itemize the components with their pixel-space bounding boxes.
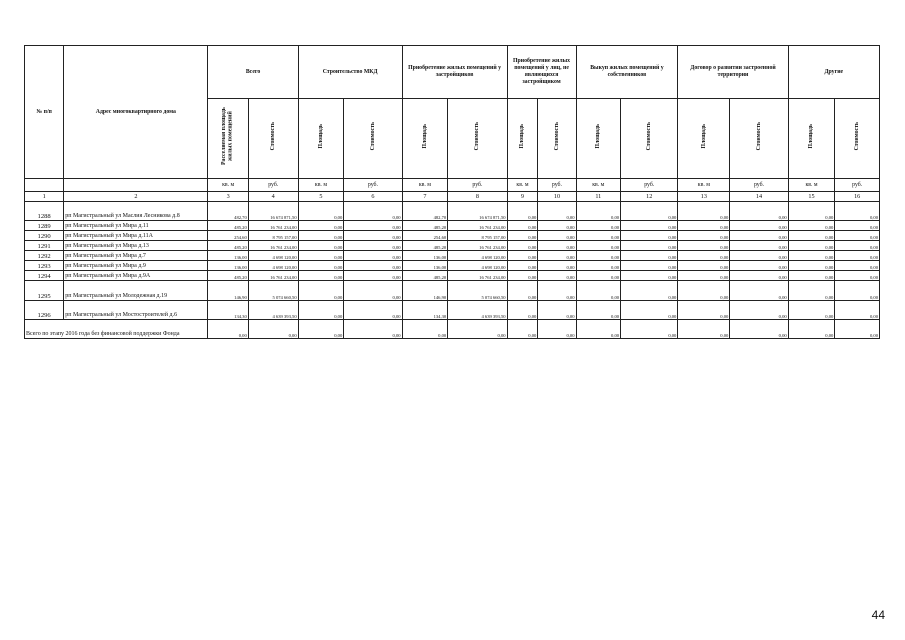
row-value: 482,70 bbox=[402, 202, 448, 221]
column-number: 8 bbox=[448, 192, 507, 202]
row-value: 0,00 bbox=[298, 221, 344, 231]
row-number: 1288 bbox=[25, 202, 64, 221]
total-value: 0,00 bbox=[507, 320, 538, 339]
total-value: 0,00 bbox=[835, 320, 880, 339]
row-value: 16 674 871,50 bbox=[248, 202, 298, 221]
row-value: 0,00 bbox=[730, 271, 788, 281]
row-value: 0,00 bbox=[730, 241, 788, 251]
row-value: 0,00 bbox=[344, 221, 402, 231]
total-value: 0,00 bbox=[538, 320, 576, 339]
total-value: 0,00 bbox=[208, 320, 248, 339]
row-number: 1291 bbox=[25, 241, 64, 251]
row-value: 16 761 234,00 bbox=[448, 271, 507, 281]
row-value: 0,00 bbox=[507, 231, 538, 241]
subhead-cost: Стоимость bbox=[448, 99, 507, 179]
row-value: 0,00 bbox=[576, 251, 621, 261]
group-purchase-non-developers-header: Приобретение жилых помещений у лиц, не являющихся застройщиком bbox=[507, 46, 576, 99]
row-value: 0,00 bbox=[835, 271, 880, 281]
page-number: 44 bbox=[871, 608, 885, 622]
row-address: рп Магистральный ул Мира д.11 bbox=[64, 221, 208, 231]
total-value: 0,00 bbox=[678, 320, 730, 339]
total-value: 0,00 bbox=[248, 320, 298, 339]
column-number: 5 bbox=[298, 192, 344, 202]
subhead-cost: Стоимость bbox=[730, 99, 788, 179]
row-value: 146,90 bbox=[208, 281, 248, 301]
unit-sqm: кв. м bbox=[678, 179, 730, 192]
total-label: Всего по этапу 2016 года без финансовой поддержки Фонда bbox=[25, 320, 208, 339]
row-value: 0,00 bbox=[298, 231, 344, 241]
row-number: 1292 bbox=[25, 251, 64, 261]
row-value: 0,00 bbox=[835, 202, 880, 221]
row-value: 0,00 bbox=[730, 281, 788, 301]
row-value: 0,00 bbox=[344, 241, 402, 251]
total-value: 0,00 bbox=[621, 320, 678, 339]
row-value: 0,00 bbox=[538, 261, 576, 271]
row-address: рп Магистральный ул Мира д.13 bbox=[64, 241, 208, 251]
column-number: 1 bbox=[25, 192, 64, 202]
row-value: 0,00 bbox=[678, 271, 730, 281]
row-value: 0,00 bbox=[576, 281, 621, 301]
column-number: 4 bbox=[248, 192, 298, 202]
row-value: 485,20 bbox=[208, 271, 248, 281]
row-address: рп Магистральный ул Молодежная д.19 bbox=[64, 281, 208, 301]
row-value: 0,00 bbox=[835, 281, 880, 301]
group-buyout-owners-header: Выкуп жилых помещений у собственников bbox=[576, 46, 678, 99]
row-value: 482,70 bbox=[208, 202, 248, 221]
row-value: 0,00 bbox=[835, 231, 880, 241]
row-value: 0,00 bbox=[538, 281, 576, 301]
row-value: 0,00 bbox=[298, 261, 344, 271]
col-address-header: Адрес многоквартирного дома bbox=[64, 46, 208, 179]
row-value: 0,00 bbox=[621, 221, 678, 231]
row-value: 0,00 bbox=[576, 241, 621, 251]
subhead-area: Площадь bbox=[576, 99, 621, 179]
total-value: 0,00 bbox=[576, 320, 621, 339]
row-value: 0,00 bbox=[538, 221, 576, 231]
row-value: 4 698 120,00 bbox=[448, 261, 507, 271]
unit-sqm: кв. м bbox=[402, 179, 448, 192]
unit-rub: руб. bbox=[448, 179, 507, 192]
row-value: 0,00 bbox=[538, 231, 576, 241]
row-number: 1295 bbox=[25, 281, 64, 301]
row-value: 0,00 bbox=[298, 281, 344, 301]
row-value: 0,00 bbox=[678, 251, 730, 261]
row-value: 485,20 bbox=[402, 221, 448, 231]
row-value: 0,00 bbox=[344, 281, 402, 301]
row-value: 0,00 bbox=[298, 271, 344, 281]
row-value: 4 698 120,00 bbox=[248, 251, 298, 261]
group-construction-header: Строительство МКД bbox=[298, 46, 402, 99]
row-number: 1293 bbox=[25, 261, 64, 271]
row-value: 0,00 bbox=[835, 301, 880, 320]
row-value: 136,00 bbox=[208, 251, 248, 261]
table-row bbox=[25, 251, 880, 261]
row-value: 5 074 660,50 bbox=[248, 281, 298, 301]
row-value: 0,00 bbox=[788, 261, 835, 271]
row-value: 0,00 bbox=[507, 251, 538, 261]
unit-sqm: кв. м bbox=[507, 179, 538, 192]
row-address: рп Магистральный ул Мира д.9 bbox=[64, 261, 208, 271]
row-value: 0,00 bbox=[576, 301, 621, 320]
column-number: 6 bbox=[344, 192, 402, 202]
row-value: 0,00 bbox=[678, 241, 730, 251]
unit-rub: руб. bbox=[344, 179, 402, 192]
row-value: 0,00 bbox=[538, 301, 576, 320]
row-value: 0,00 bbox=[788, 241, 835, 251]
resettlement-table bbox=[24, 45, 880, 339]
row-value: 0,00 bbox=[678, 202, 730, 221]
group-header-row bbox=[25, 46, 880, 99]
table-row bbox=[25, 202, 880, 221]
row-value: 0,00 bbox=[344, 202, 402, 221]
unit-rub: руб. bbox=[538, 179, 576, 192]
row-value: 136,00 bbox=[208, 261, 248, 271]
row-value: 4 639 393,50 bbox=[248, 301, 298, 320]
row-value: 0,00 bbox=[730, 251, 788, 261]
row-value: 0,00 bbox=[621, 301, 678, 320]
column-number: 14 bbox=[730, 192, 788, 202]
unit-sqm: кв. м bbox=[298, 179, 344, 192]
total-value: 0,00 bbox=[298, 320, 344, 339]
row-value: 146,90 bbox=[402, 281, 448, 301]
row-value: 0,00 bbox=[835, 261, 880, 271]
row-value: 16 761 234,00 bbox=[448, 221, 507, 231]
subhead-cost: Стоимость bbox=[248, 99, 298, 179]
row-address: рп Магистральный ул Маслия Лесникова д.8 bbox=[64, 202, 208, 221]
subhead-cost: Стоимость bbox=[835, 99, 880, 179]
row-value: 0,00 bbox=[730, 221, 788, 231]
row-value: 0,00 bbox=[344, 231, 402, 241]
row-value: 0,00 bbox=[507, 261, 538, 271]
row-value: 0,00 bbox=[344, 301, 402, 320]
row-number: 1289 bbox=[25, 221, 64, 231]
row-value: 485,20 bbox=[208, 221, 248, 231]
row-value: 16 761 234,00 bbox=[248, 241, 298, 251]
row-value: 0,00 bbox=[678, 231, 730, 241]
row-address: рп Магистральный ул Мира д.9А bbox=[64, 271, 208, 281]
subhead-area: Площадь bbox=[788, 99, 835, 179]
row-value: 0,00 bbox=[507, 271, 538, 281]
row-value: 4 698 120,00 bbox=[448, 251, 507, 261]
total-row bbox=[25, 320, 880, 339]
unit-sqm: кв. м bbox=[576, 179, 621, 192]
units-empty bbox=[64, 179, 208, 192]
row-value: 0,00 bbox=[788, 281, 835, 301]
unit-rub: руб. bbox=[835, 179, 880, 192]
row-value: 136,00 bbox=[402, 251, 448, 261]
subhead-cost: Стоимость bbox=[538, 99, 576, 179]
table-row bbox=[25, 241, 880, 251]
total-value: 0,00 bbox=[730, 320, 788, 339]
row-value: 0,00 bbox=[576, 261, 621, 271]
group-territory-development-header: Договор о развитии застроенной территории bbox=[678, 46, 788, 99]
column-number: 12 bbox=[621, 192, 678, 202]
row-value: 0,00 bbox=[298, 301, 344, 320]
row-value: 0,00 bbox=[678, 301, 730, 320]
column-number: 2 bbox=[64, 192, 208, 202]
row-value: 485,20 bbox=[402, 241, 448, 251]
unit-sqm: кв. м bbox=[208, 179, 248, 192]
row-value: 16 761 234,00 bbox=[248, 271, 298, 281]
units-empty bbox=[25, 179, 64, 192]
row-value: 5 074 660,50 bbox=[448, 281, 507, 301]
row-address: рп Магистральный ул Мира д.7 bbox=[64, 251, 208, 261]
column-number: 11 bbox=[576, 192, 621, 202]
row-value: 0,00 bbox=[507, 241, 538, 251]
row-number: 1296 bbox=[25, 301, 64, 320]
total-value: 0,00 bbox=[448, 320, 507, 339]
column-number: 10 bbox=[538, 192, 576, 202]
table-row bbox=[25, 281, 880, 301]
row-value: 0,00 bbox=[788, 231, 835, 241]
row-value: 0,00 bbox=[730, 231, 788, 241]
row-value: 8 795 157,00 bbox=[248, 231, 298, 241]
row-value: 0,00 bbox=[507, 202, 538, 221]
row-value: 0,00 bbox=[507, 221, 538, 231]
row-value: 0,00 bbox=[344, 261, 402, 271]
row-value: 254,60 bbox=[208, 231, 248, 241]
row-address: рп Магистральный ул Мира д.11А bbox=[64, 231, 208, 241]
table-row bbox=[25, 301, 880, 320]
total-value: 0,00 bbox=[788, 320, 835, 339]
row-value: 4 639 393,50 bbox=[448, 301, 507, 320]
row-value: 0,00 bbox=[730, 202, 788, 221]
row-value: 0,00 bbox=[344, 251, 402, 261]
unit-rub: руб. bbox=[248, 179, 298, 192]
row-value: 0,00 bbox=[507, 301, 538, 320]
subhead-cost: Стоимость bbox=[621, 99, 678, 179]
row-value: 0,00 bbox=[788, 301, 835, 320]
row-value: 16 674 871,50 bbox=[448, 202, 507, 221]
row-value: 0,00 bbox=[507, 281, 538, 301]
row-value: 0,00 bbox=[730, 301, 788, 320]
row-value: 16 761 234,00 bbox=[448, 241, 507, 251]
group-purchase-developers-header: Приобретение жилых помещений у застройщиков bbox=[402, 46, 507, 99]
row-value: 0,00 bbox=[621, 281, 678, 301]
column-number: 13 bbox=[678, 192, 730, 202]
subhead-resettled-area: Расселяемая площадь жилых помещений bbox=[208, 99, 248, 179]
row-value: 0,00 bbox=[621, 202, 678, 221]
row-value: 0,00 bbox=[538, 241, 576, 251]
unit-sqm: кв. м bbox=[788, 179, 835, 192]
row-value: 0,00 bbox=[835, 241, 880, 251]
row-number: 1294 bbox=[25, 271, 64, 281]
table-body bbox=[25, 202, 880, 339]
row-address: рп Магистральный ул Мостостроителей д.6 bbox=[64, 301, 208, 320]
row-value: 0,00 bbox=[621, 271, 678, 281]
row-value: 0,00 bbox=[730, 261, 788, 271]
unit-rub: руб. bbox=[621, 179, 678, 192]
group-total-header: Всего bbox=[208, 46, 298, 99]
row-value: 16 761 234,00 bbox=[248, 221, 298, 231]
row-number: 1290 bbox=[25, 231, 64, 241]
row-value: 0,00 bbox=[576, 231, 621, 241]
total-value: 0,00 bbox=[344, 320, 402, 339]
row-value: 0,00 bbox=[298, 241, 344, 251]
row-value: 0,00 bbox=[621, 241, 678, 251]
row-value: 0,00 bbox=[538, 271, 576, 281]
table-row bbox=[25, 271, 880, 281]
row-value: 0,00 bbox=[538, 202, 576, 221]
row-value: 0,00 bbox=[788, 271, 835, 281]
row-value: 0,00 bbox=[576, 271, 621, 281]
row-value: 134,30 bbox=[402, 301, 448, 320]
row-value: 0,00 bbox=[835, 251, 880, 261]
group-other-header: Другие bbox=[788, 46, 879, 99]
row-value: 0,00 bbox=[678, 261, 730, 271]
row-value: 0,00 bbox=[538, 251, 576, 261]
row-value: 0,00 bbox=[678, 281, 730, 301]
row-value: 0,00 bbox=[298, 251, 344, 261]
row-value: 0,00 bbox=[678, 221, 730, 231]
row-value: 254,60 bbox=[402, 231, 448, 241]
row-value: 0,00 bbox=[621, 251, 678, 261]
units-row bbox=[25, 179, 880, 192]
row-value: 0,00 bbox=[788, 221, 835, 231]
row-value: 0,00 bbox=[576, 221, 621, 231]
column-numbers-row bbox=[25, 192, 880, 202]
table-row bbox=[25, 261, 880, 271]
column-number: 15 bbox=[788, 192, 835, 202]
row-value: 136,00 bbox=[402, 261, 448, 271]
subhead-area: Площадь bbox=[298, 99, 344, 179]
row-value: 8 795 157,00 bbox=[448, 231, 507, 241]
subhead-area: Площадь bbox=[507, 99, 538, 179]
row-value: 0,00 bbox=[788, 251, 835, 261]
row-value: 0,00 bbox=[788, 202, 835, 221]
row-value: 0,00 bbox=[835, 221, 880, 231]
col-no-header: № п/п bbox=[25, 46, 64, 179]
column-number: 3 bbox=[208, 192, 248, 202]
table-row bbox=[25, 231, 880, 241]
unit-rub: руб. bbox=[730, 179, 788, 192]
column-number: 7 bbox=[402, 192, 448, 202]
table-row bbox=[25, 221, 880, 231]
subhead-area: Площадь bbox=[678, 99, 730, 179]
row-value: 485,20 bbox=[402, 271, 448, 281]
row-value: 485,20 bbox=[208, 241, 248, 251]
row-value: 0,00 bbox=[621, 261, 678, 271]
column-number: 16 bbox=[835, 192, 880, 202]
row-value: 0,00 bbox=[576, 202, 621, 221]
row-value: 0,00 bbox=[621, 231, 678, 241]
subhead-area: Площадь bbox=[402, 99, 448, 179]
column-number: 9 bbox=[507, 192, 538, 202]
row-value: 4 698 120,00 bbox=[248, 261, 298, 271]
row-value: 134,30 bbox=[208, 301, 248, 320]
row-value: 0,00 bbox=[298, 202, 344, 221]
row-value: 0,00 bbox=[344, 271, 402, 281]
subhead-cost: Стоимость bbox=[344, 99, 402, 179]
total-value: 0,00 bbox=[402, 320, 448, 339]
